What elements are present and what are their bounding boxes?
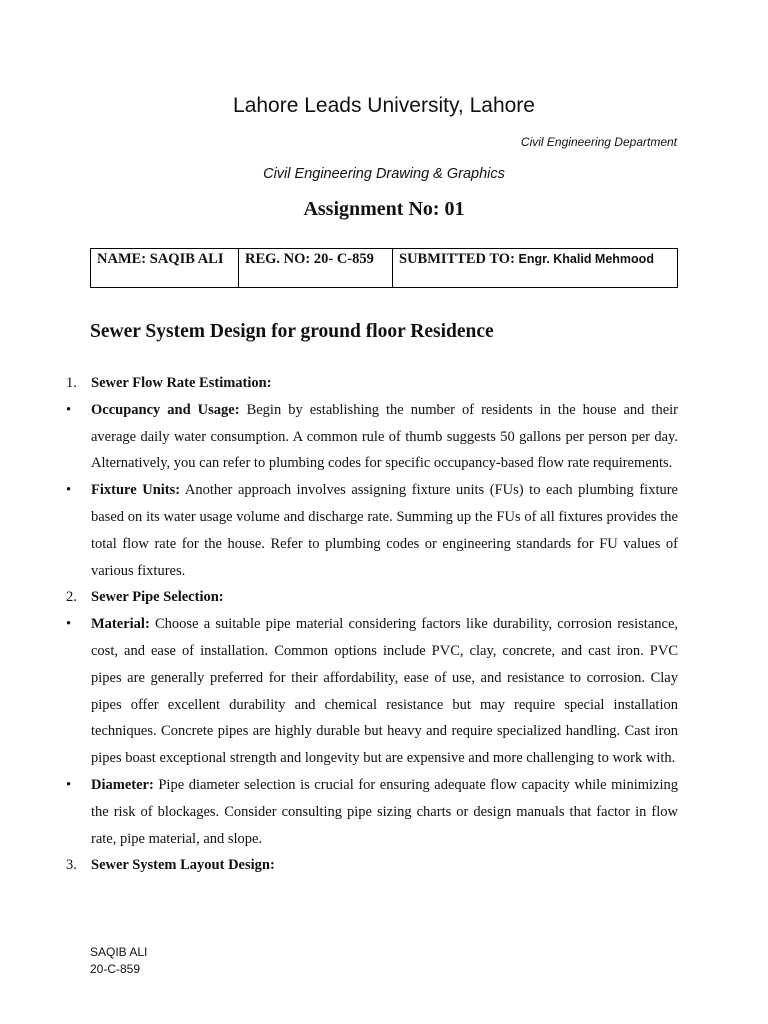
bullet-item bbox=[66, 477, 678, 584]
bullet-item bbox=[66, 397, 678, 477]
footer-name: SAQIB ALI bbox=[90, 945, 148, 959]
bullet-text: Choose a suitable pipe material considering factors like durability, corrosion resistance, cost, and ease of installation. Common options include PVC, clay, concrete, and cast iron. PVC pipes are generally preferred for their affordability, ease of use, and resistance to corrosion. Clay pipes offer excellent durability and chemical resistance but may require special installation techniques. Concrete pipes are highly durable but heavy and require specialized handling. Cast iron pipes boast exceptional strength and longevity but are expensive and more challenging to work with. bbox=[91, 616, 679, 767]
university-title: Lahore Leads University, Lahore bbox=[233, 94, 535, 117]
bullet-term: Diameter: bbox=[91, 776, 154, 793]
page-footer bbox=[90, 944, 147, 978]
department-label: Civil Engineering Department bbox=[520, 135, 677, 149]
bullet-term: Material: bbox=[91, 616, 150, 633]
section-heading bbox=[66, 584, 678, 611]
section-number: 2. bbox=[66, 589, 77, 606]
bullet-text: Pipe diameter selection is crucial for ensuring adequate flow capacity while minimizing the risk of blockages. Consider consulting pipe sizing charts or design manuals that factor in flow rate, pipe material, and slope. bbox=[91, 776, 678, 847]
section-heading bbox=[66, 852, 678, 879]
section-title: Sewer Pipe Selection: bbox=[91, 589, 224, 606]
bullet-text: Another approach involves assigning fixture units (FUs) to each plumbing fixture based on its water usage volume and discharge rate. Summing up the FUs of all fixtures provides the total flow rate for the house. Refer to plumbing codes or engineering standards for FU values of various fixtures. bbox=[91, 482, 678, 579]
student-info-table bbox=[90, 248, 678, 288]
bullet-icon: • bbox=[66, 616, 72, 633]
bullet-item bbox=[66, 772, 678, 852]
submitted-to-cell bbox=[393, 249, 678, 288]
name-cell: NAME: SAQIB ALI bbox=[91, 249, 239, 288]
reg-no-cell: REG. NO: 20- C-859 bbox=[239, 249, 393, 288]
section-heading bbox=[66, 370, 678, 397]
bullet-icon: • bbox=[66, 482, 72, 499]
section-title: Sewer Flow Rate Estimation: bbox=[91, 375, 272, 391]
bullet-term: Occupancy and Usage: bbox=[91, 401, 240, 418]
submitted-to-label: SUBMITTED TO: bbox=[399, 251, 515, 267]
bullet-text: Begin by establishing the number of residents in the house and their average daily water consumption. A common rule of thumb suggests 50 gallons per person per day. Alternatively, you can refer to plumbing codes for specific occupancy-based flow rate requirements. bbox=[91, 401, 678, 472]
bullet-icon: • bbox=[66, 776, 72, 793]
section-number: 1. bbox=[66, 375, 77, 391]
document-body bbox=[66, 370, 678, 879]
bullet-item bbox=[66, 611, 678, 772]
course-title: Civil Engineering Drawing & Graphics bbox=[263, 166, 505, 182]
document-heading: Sewer System Design for ground floor Residence bbox=[90, 321, 494, 342]
section-number: 3. bbox=[66, 857, 77, 874]
footer-reg: 20-C-859 bbox=[90, 962, 141, 976]
section-title: Sewer System Layout Design: bbox=[91, 857, 275, 874]
assignment-number: Assignment No: 01 bbox=[303, 198, 465, 220]
bullet-icon: • bbox=[66, 401, 72, 418]
submitted-to-name: Engr. Khalid Mehmood bbox=[518, 252, 654, 266]
bullet-term: Fixture Units: bbox=[91, 482, 181, 499]
